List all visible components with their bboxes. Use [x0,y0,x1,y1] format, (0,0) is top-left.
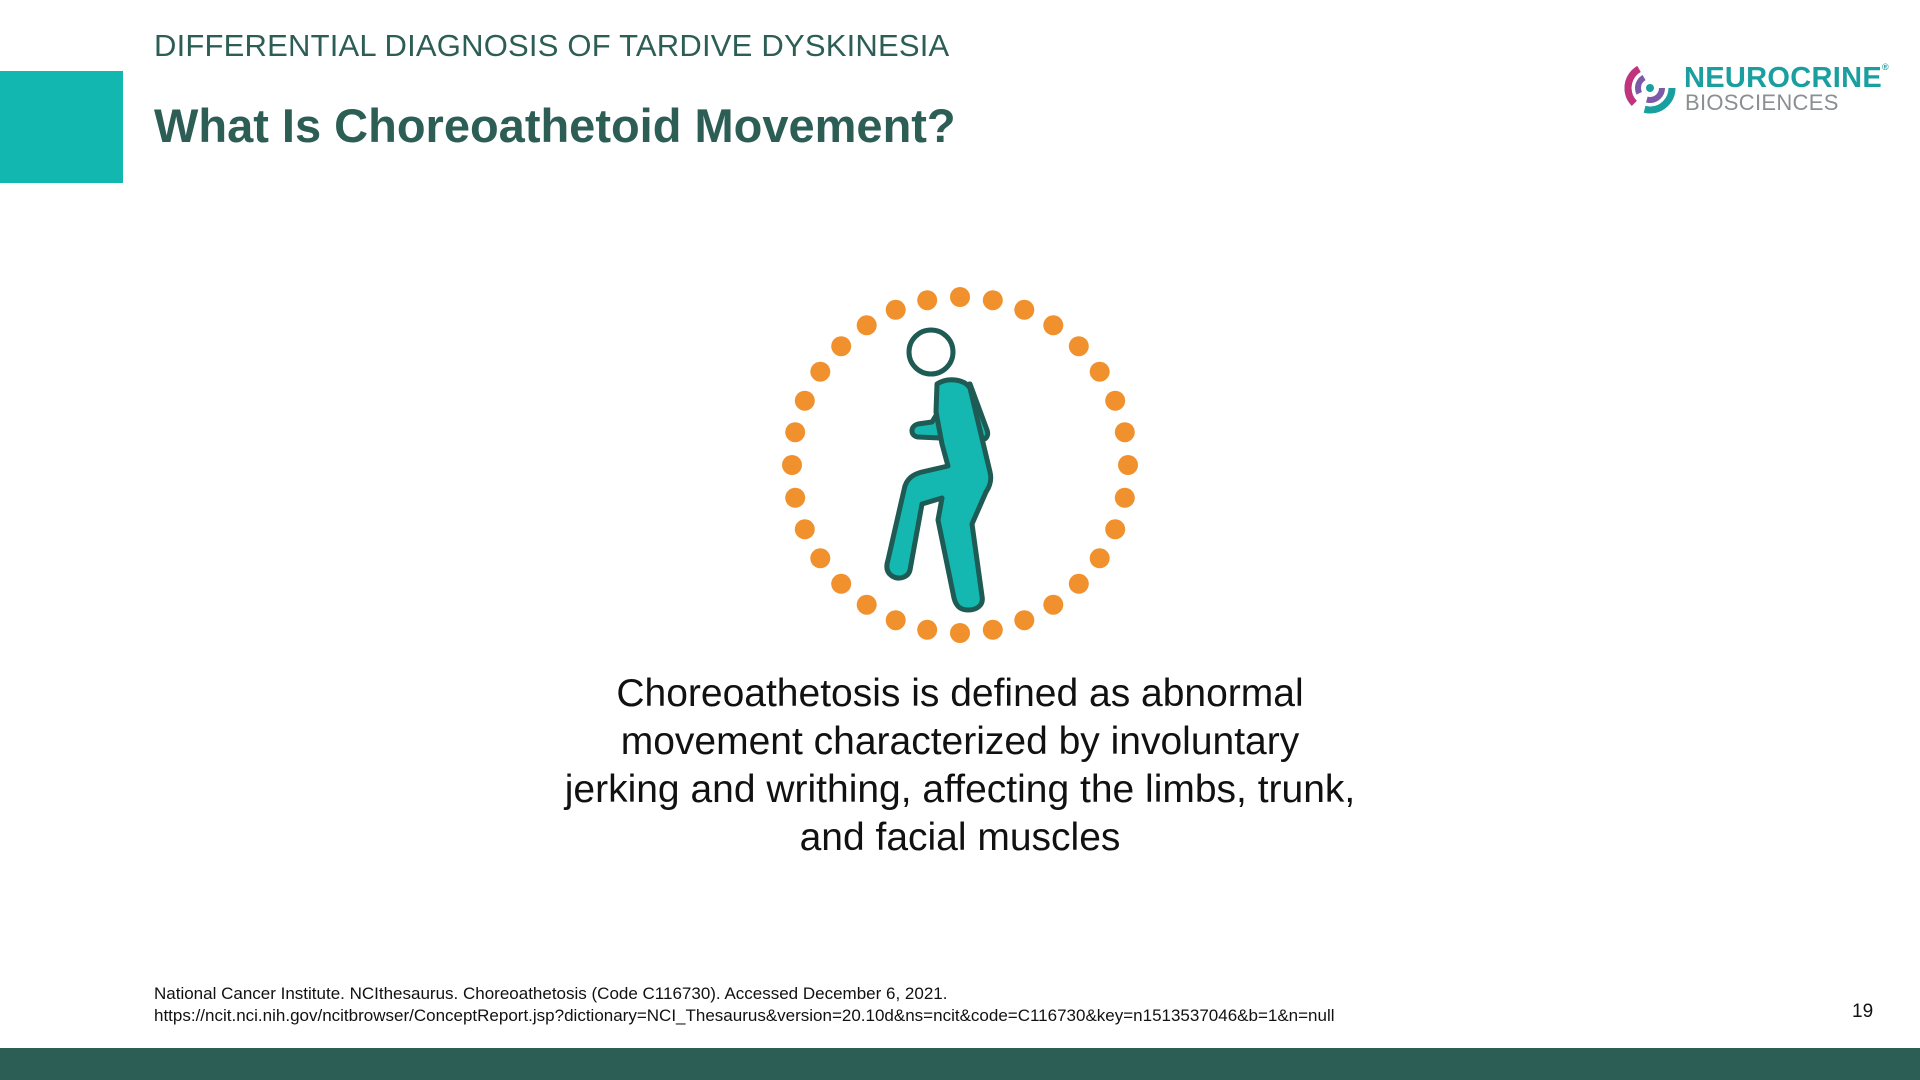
orange-dot [1118,455,1138,475]
orange-dot [1043,595,1063,615]
company-logo [1624,60,1894,116]
orange-dot [1090,548,1110,568]
orange-dot [1105,391,1125,411]
orange-dot [1105,519,1125,539]
orange-dot [983,620,1003,640]
logo-swirl-icon [1624,62,1676,114]
orange-dot [785,488,805,508]
orange-dot [1014,610,1034,630]
orange-dot [810,362,830,382]
orange-dot [1069,574,1089,594]
orange-dot [795,391,815,411]
figure-head [909,330,953,374]
title-accent-block [0,71,123,183]
section-label: DIFFERENTIAL DIAGNOSIS OF TARDIVE DYSKINESIA [154,28,950,63]
orange-dot [782,455,802,475]
orange-dot [983,290,1003,310]
orange-dot [1115,488,1135,508]
footnote [154,983,1335,1027]
footnote-citation: National Cancer Institute. NCIthesaurus. Choreoathetosis (Code C116730). Accessed December 6, 2021. [154,984,948,1003]
orange-dot [1069,336,1089,356]
figure-in-motion-icon [770,280,1150,650]
orange-dot [857,595,877,615]
footnote-url: https://ncit.nci.nih.gov/ncitbrowser/ConceptReport.jsp?dictionary=NCI_Thesaurus&version=20.10d&ns=ncit&code=C116730&key=n1513537046&b=1&n=null [154,1006,1335,1025]
orange-dot [785,422,805,442]
logo-name-line1: NEUROCRINE® [1684,62,1889,94]
page-title: What Is Choreoathetoid Movement? [154,99,956,152]
figure-body [887,380,991,610]
orange-dot [917,620,937,640]
orange-dot [886,300,906,320]
orange-dot [886,610,906,630]
orange-dot [950,287,970,307]
orange-dot [917,290,937,310]
orange-dot [1115,422,1135,442]
page-number: 19 [1852,1001,1874,1022]
orange-dot [1043,315,1063,335]
orange-dot [795,519,815,539]
footer-bar [0,1048,1920,1080]
orange-dot [831,336,851,356]
definition-text: Choreoathetosis is defined as abnormal movement characterized by involuntary jerking and writhing, affecting the limbs, trunk, and facial muscles [564,672,1356,859]
orange-dot [950,623,970,643]
orange-dot [1014,300,1034,320]
orange-dot [1090,362,1110,382]
orange-dot [831,574,851,594]
orange-dot [810,548,830,568]
orange-dot [857,315,877,335]
logo-name-line2: BIOSCIENCES [1685,90,1839,115]
